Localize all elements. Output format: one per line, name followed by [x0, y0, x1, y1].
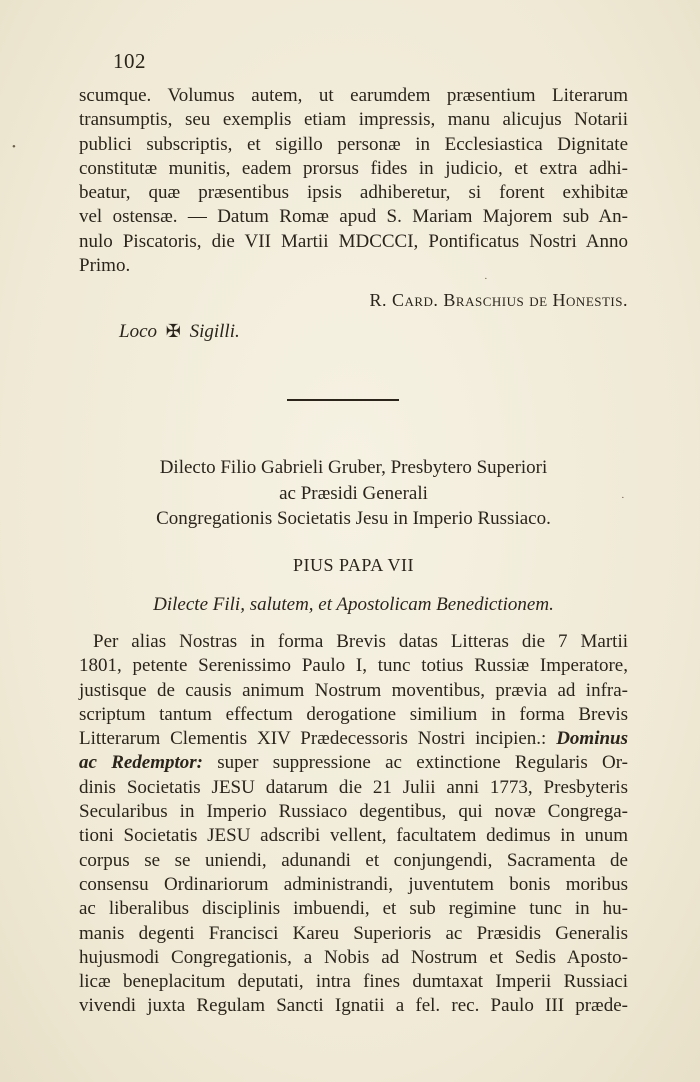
text-run: Litterarum Clementis XIV Prædecessoris Nostri incipien.: — [79, 728, 557, 750]
seal-label-before: Loco — [119, 321, 157, 342]
salutation: Dilecte Fili, salutem, et Apostolicam Benedictionem. — [153, 594, 554, 615]
address-line: ac Præsidi Generali — [279, 482, 428, 504]
text-line: transumptis, seu exemplis etiam impressis, manu alicujus Notarii — [79, 109, 628, 131]
text-line: publici subscriptis, et sigillo personæ in Ecclesiastica Dignitate — [79, 133, 628, 155]
text-line: scumque. Volumus autem, ut earumdem præsentium Literarum — [79, 85, 628, 106]
ink-speck: · — [484, 273, 488, 285]
seal-placeholder — [119, 321, 240, 343]
ink-speck: · — [621, 492, 625, 504]
text-line: tioni Societatis JESU adscribi vellent, facultatem dedimus in unum — [79, 825, 628, 847]
seal-label-after: Sigilli. — [189, 321, 240, 342]
page-number: 102 — [113, 49, 146, 73]
text-line: nulo Piscatoris, die VII Martii MDCCCI, Pontificatus Nostri Anno — [79, 230, 628, 252]
text-line: dinis Societatis JESU datarum die 21 Julii anni 1773, Presbyteris — [79, 776, 628, 798]
text-line: vivendi juxta Regulam Sancti Ignatii a fel. rec. Paulo III præde- — [79, 995, 628, 1017]
text-line: constitutæ munitis, eadem prorsus fides in judicio, et extra adhi- — [79, 157, 628, 179]
text-line: hujusmodi Congregationis, a Nobis ad Nostrum et Sedis Aposto- — [79, 946, 628, 968]
text-line: justisque de causis animum Nostrum moventibus, prævia ad infra- — [79, 679, 628, 701]
paragraph-2 — [79, 630, 628, 1019]
text-line: vel ostensæ. — Datum Romæ apud S. Mariam Majorem sub An- — [79, 206, 628, 228]
letter-heading: PIUS PAPA VII — [293, 555, 414, 575]
text-run: super suppressione ac extinctione Regularis Or- — [203, 752, 628, 774]
ink-speck: • — [12, 141, 16, 153]
text-line — [79, 727, 628, 751]
address-line: Congregationis Societatis Jesu in Imperio Russiaco. — [156, 508, 551, 529]
text-line: licæ beneplacitum deputati, intra fines dumtaxat Imperii Russiaci — [79, 971, 628, 993]
text-line: Primo. — [79, 255, 131, 277]
text-line: manis degenti Francisci Kareu Superioris ac Præsidis Generalis — [79, 922, 628, 944]
text-line: consensu Ordinariorum administrandi, juventutem bonis moribus — [79, 873, 628, 895]
text-line: beatur, quæ præsentibus ipsis adhiberetur, si forent exhibitæ — [79, 182, 628, 204]
paragraph-1 — [79, 84, 628, 278]
signature: R. Card. Braschius de Honestis. — [369, 290, 628, 310]
text-line: 1801, petente Serenissimo Paulo I, tunc totius Russiæ Imperatore, — [79, 655, 628, 677]
text-line — [79, 751, 628, 775]
letter-address — [79, 455, 628, 532]
text-line: ac liberalibus disciplinis imbuendi, et sub regimine tunc in hu- — [79, 898, 628, 920]
text-line: Per alias Nostras in forma Brevis datas Litteras die 7 Martii — [93, 631, 628, 652]
section-divider — [287, 399, 399, 401]
seal-cross-icon: ✠ — [165, 321, 181, 341]
text-line: scriptum tantum effectum derogatione similium in forma Brevis — [79, 703, 628, 725]
text-line: corpus se se uniendi, adunandi et conjungendi, Sacramenta de — [79, 849, 628, 871]
text-line: Secularibus in Imperio Russiaco degentibus, qui novæ Congrega- — [79, 801, 628, 823]
text-run-italic: ac Redemptor: — [79, 752, 204, 774]
address-line: Dilecto Filio Gabrieli Gruber, Presbytero Superiori — [159, 457, 548, 478]
text-run-italic: Dominus — [556, 728, 628, 750]
